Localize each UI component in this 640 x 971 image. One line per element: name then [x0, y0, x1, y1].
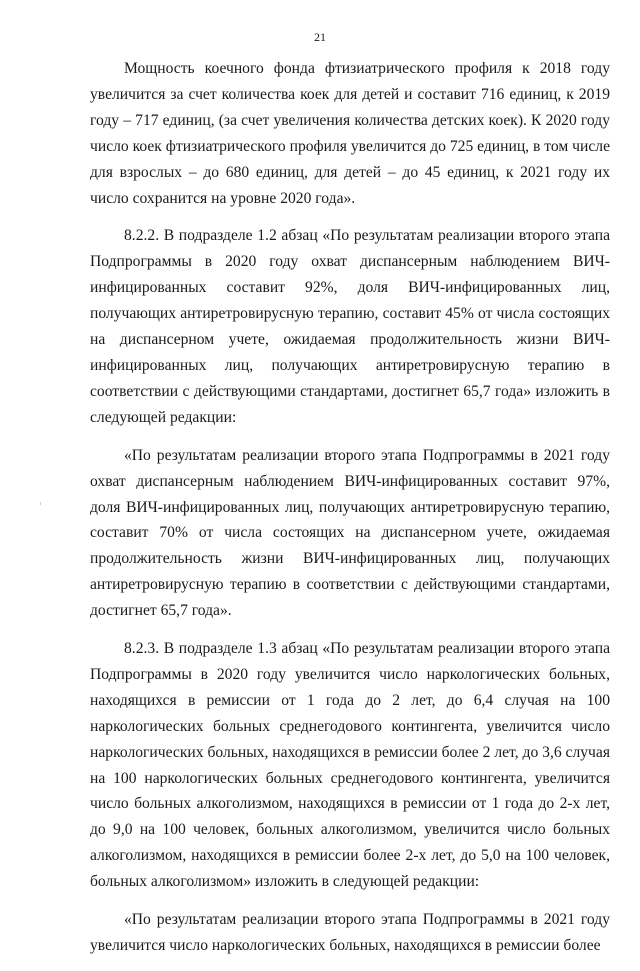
paragraph-section-8-2-2: 8.2.2. В подразделе 1.2 абзац «По результатам реализации второго этапа Подпрограммы в 2020 году охват диспансерным наблюдением ВИЧ-инфицированных составит 92%, доля ВИЧ-инфицированных лиц, получающих антиретровирусную терапию, составит 45% от числа состоящих на диспансерном учете, ожидаемая продолжительность жизни ВИЧ-инфицированных лиц, получающих антиретровирусную терапию в соответствии с действующими стандартами, достигнет 65,7 года» изложить в следующей редакции: — [90, 227, 610, 426]
page-number: 21 — [314, 30, 326, 44]
paragraph-narcology-new-wording: «По результатам реализации второго этапа Подпрограммы в 2021 году увеличится число наркологических больных, находящихся в ремиссии более — [90, 911, 610, 954]
paragraph-section-8-2-3: 8.2.3. В подразделе 1.3 абзац «По результатам реализации второго этапа Подпрограммы в 2020 году увеличится число наркологических больных, находящихся в ремиссии от 1 года до 2 лет, до 6,4 случая на 100 наркологических больных среднегодового контингента, увеличится число наркологических больных, находящихся в ремиссии более 2 лет, до 3,6 случая на 100 наркологических больных среднегодового контингента, увеличится число больных алкоголизмом, находящихся в ремиссии от 1 года до 2-х лет, до 9,0 на 100 человек, больных алкоголизмом, увеличится число больных алкоголизмом, находящихся в ремиссии более 2-х лет, до 5,0 на 100 человек, больных алкоголизмом» изложить в следующей редакции: — [90, 640, 610, 891]
scan-artifact — [40, 502, 41, 505]
paragraph-bed-capacity: Мощность коечного фонда фтизиатрического профиля к 2018 году увеличится за счет количества коек для детей и составит 716 единиц, к 2019 году – 717 единиц, (за счет увеличения количества детских коек). К 2020 году число коек фтизиатрического профиля увеличится до 725 единиц, в том числе для взрослых – до 680 единиц, для детей – до 45 единиц, к 2021 году их число сохранится на уровне 2020 года». — [90, 60, 610, 207]
paragraph-hiv-new-wording: «По результатам реализации второго этапа Подпрограммы в 2021 году охват диспансерным наблюдением ВИЧ-инфицированных составит 97%, доля ВИЧ-инфицированных лиц, получающих антиретровирусную терапию, составит 70% от числа состоящих на диспансерном учете, ожидаемая продолжительность жизни ВИЧ-инфицированных лиц, получающих антиретровирусную терапию в соответствии с действующими стандартами, достигнет 65,7 года». — [90, 446, 610, 620]
document-body — [90, 56, 610, 971]
